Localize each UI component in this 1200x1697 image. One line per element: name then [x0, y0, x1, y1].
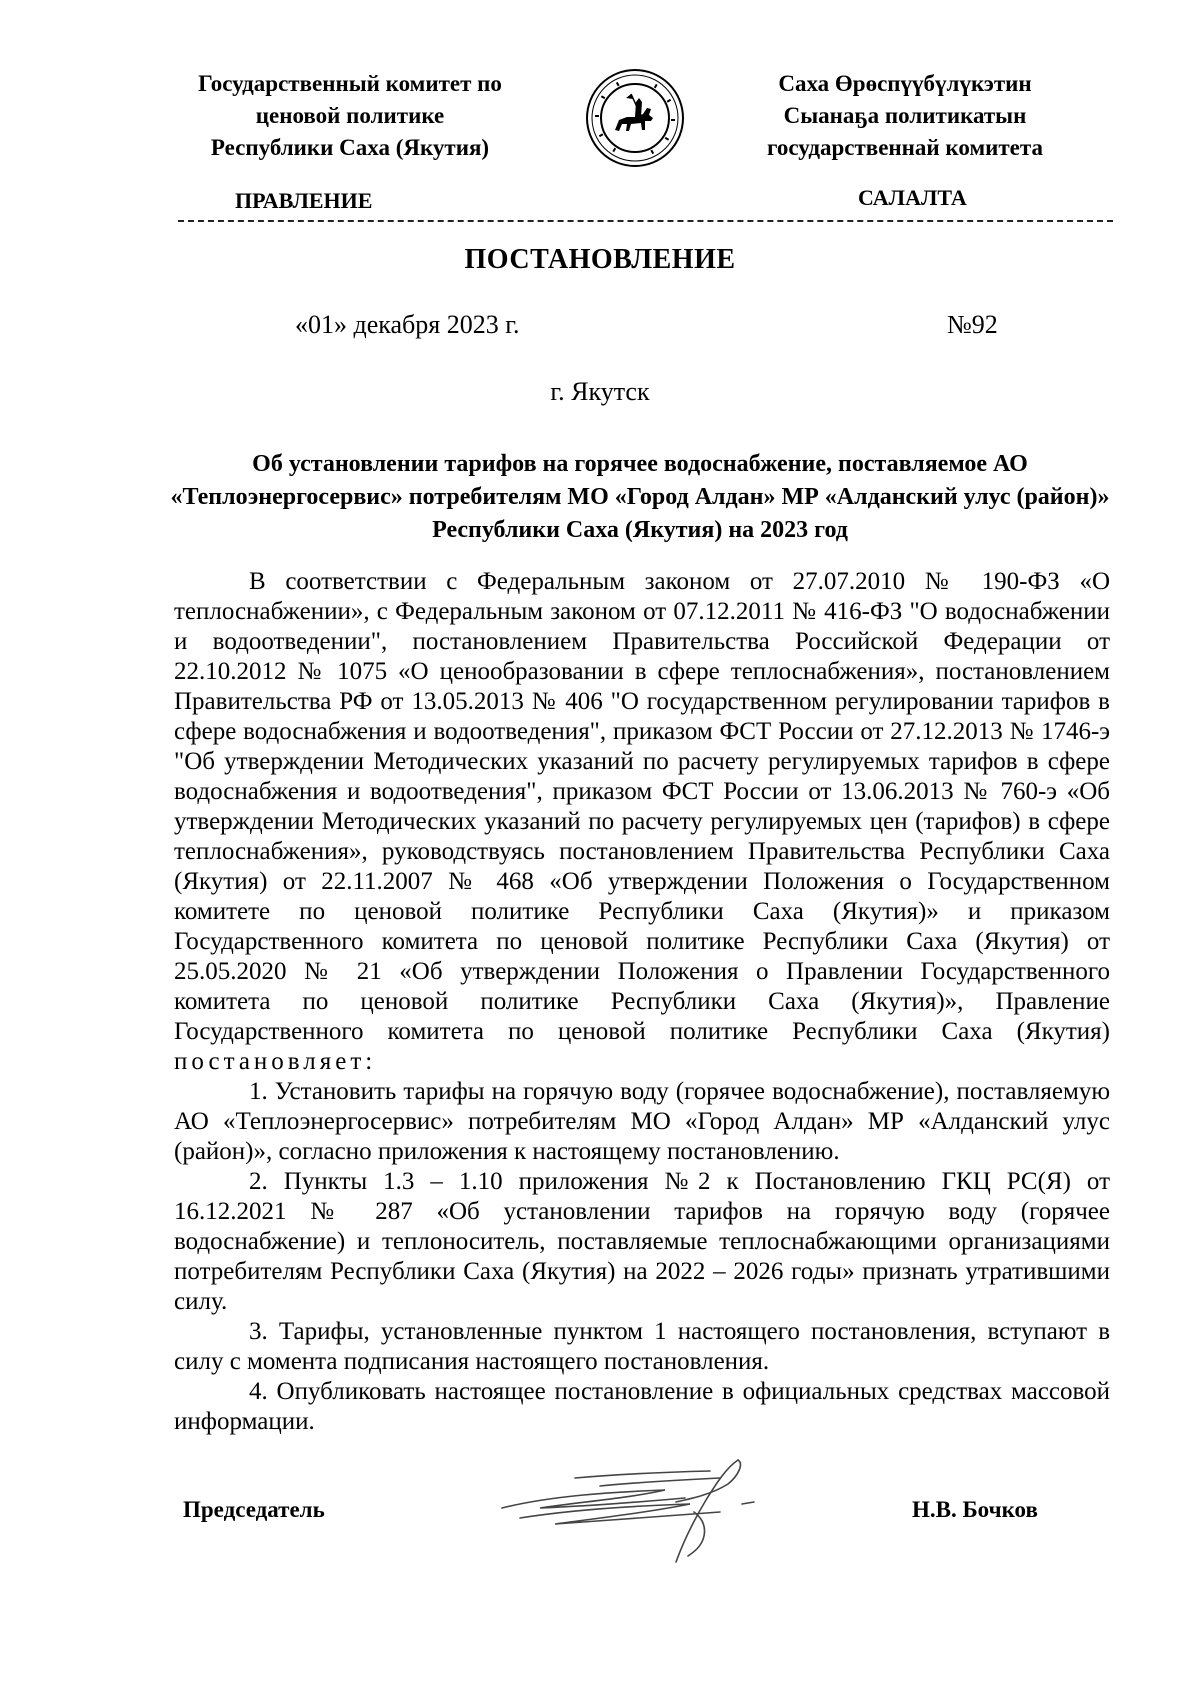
- document-date: «01» декабря 2023 г.: [295, 310, 520, 339]
- preamble-paragraph: [174, 567, 1110, 1077]
- issuer-line: Государственный комитет по: [198, 71, 502, 96]
- resolution-item: 3. Тарифы, установленные пунктом 1 настоящего постановления, вступают в силу с момента подписания настоящего постановления.: [174, 1318, 1110, 1375]
- resolution-item: 2. Пункты 1.3 – 1.10 приложения №2 к Постановлению ГКЦ РС(Я) от 16.12.2021 № 287 «Об установлении тарифов на горячую воду (горячее водоснабжение) и теплоноситель, поставляемые теплоснабжающими организациями потребителям Республики Саха (Якутия) на 2022 – 2026 годы» признать утратившими силу.: [174, 1168, 1110, 1315]
- issuer-line: ценовой политике: [255, 103, 445, 128]
- board-label-yakut: САЛАЛТА: [858, 185, 967, 210]
- signatory-name: Н.В. Бочков: [912, 1497, 1038, 1522]
- issuer-name-yakut: [720, 68, 1090, 164]
- document-city: г. Якутск: [550, 377, 650, 406]
- resolution-item: 1. Установить тарифы на горячую воду (горячее водоснабжение), поставляемую АО «Теплоэнергосервис» потребителям МО «Город Алдан» МР «Алданский улус (район)», согласно приложения к настоящему постановлению.: [174, 1078, 1110, 1165]
- issuer-line: Саха Өрөспүүбүлүкэтин: [778, 71, 1032, 96]
- document-title: ПОСТАНОВЛЕНИЕ: [464, 244, 736, 275]
- document-body: [174, 567, 1110, 1437]
- resolves-word: постановляет:: [174, 1048, 377, 1075]
- handwritten-signature-icon: [480, 1438, 800, 1568]
- document-subject: Об установлении тарифов на горячее водоснабжение, поставляемое АО «Теплоэнергосервис» потребителям МО «Город Алдан» МР «Алданский улус (район)» Республики Саха (Якутия) на 2023 год: [170, 451, 1110, 543]
- header-divider: [178, 220, 1113, 222]
- coat-of-arms-emblem-icon: [585, 68, 685, 168]
- issuer-line: Сыанаҕа политикатын: [783, 103, 1027, 128]
- issuer-line: Республики Саха (Якутия): [210, 135, 490, 160]
- resolution-item: 4. Опубликовать настоящее постановление в официальных средствах массовой информации.: [174, 1378, 1110, 1435]
- issuer-line: государственнай комитета: [767, 135, 1043, 160]
- issuer-name-russian: [170, 68, 530, 164]
- board-label-russian: ПРАВЛЕНИЕ: [235, 188, 373, 213]
- document-number: №92: [947, 310, 998, 339]
- signatory-role: Председатель: [183, 1497, 325, 1522]
- preamble-text: В соответствии с Федеральным законом от 27.07.2010 № 190-ФЗ «О теплоснабжении», с Федеральным законом от 07.12.2011 № 416-ФЗ "О водоснабжении и водоотведении", постановлением Правительства Российской Федерации от 22.10.2012 № 1075 «О ценообразовании в сфере теплоснабжения», постановлением Правительства РФ от 13.05.2013 № 406 "О государственном регулировании тарифов в сфере водоснабжения и водоотведения", приказом ФСТ России от 27.12.2013 № 1746-э "Об утверждении Методических указаний по расчету регулируемых тарифов в сфере водоснабжения и водоотведения", приказом ФСТ России от 13.06.2013 № 760-э «Об утверждении Методических указаний по расчету регулируемых цен (тарифов) в сфере теплоснабжения», руководствуясь постановлением Правительства Республики Саха (Якутия) от 22.11.2007 № 468 «Об утверждении Положения о Государственном комитете по ценовой политике Республики Саха (Якутия)» и приказом Государственного комитета по ценовой политике Республики Саха (Якутия) от 25.05.2020 № 21 «Об утверждении Положения о Правлении Государственного комитета по ценовой политике Республики Саха (Якутия)», Правление Государственного комитета по ценовой политике Республики Саха (Якутия): [174, 568, 1110, 1045]
